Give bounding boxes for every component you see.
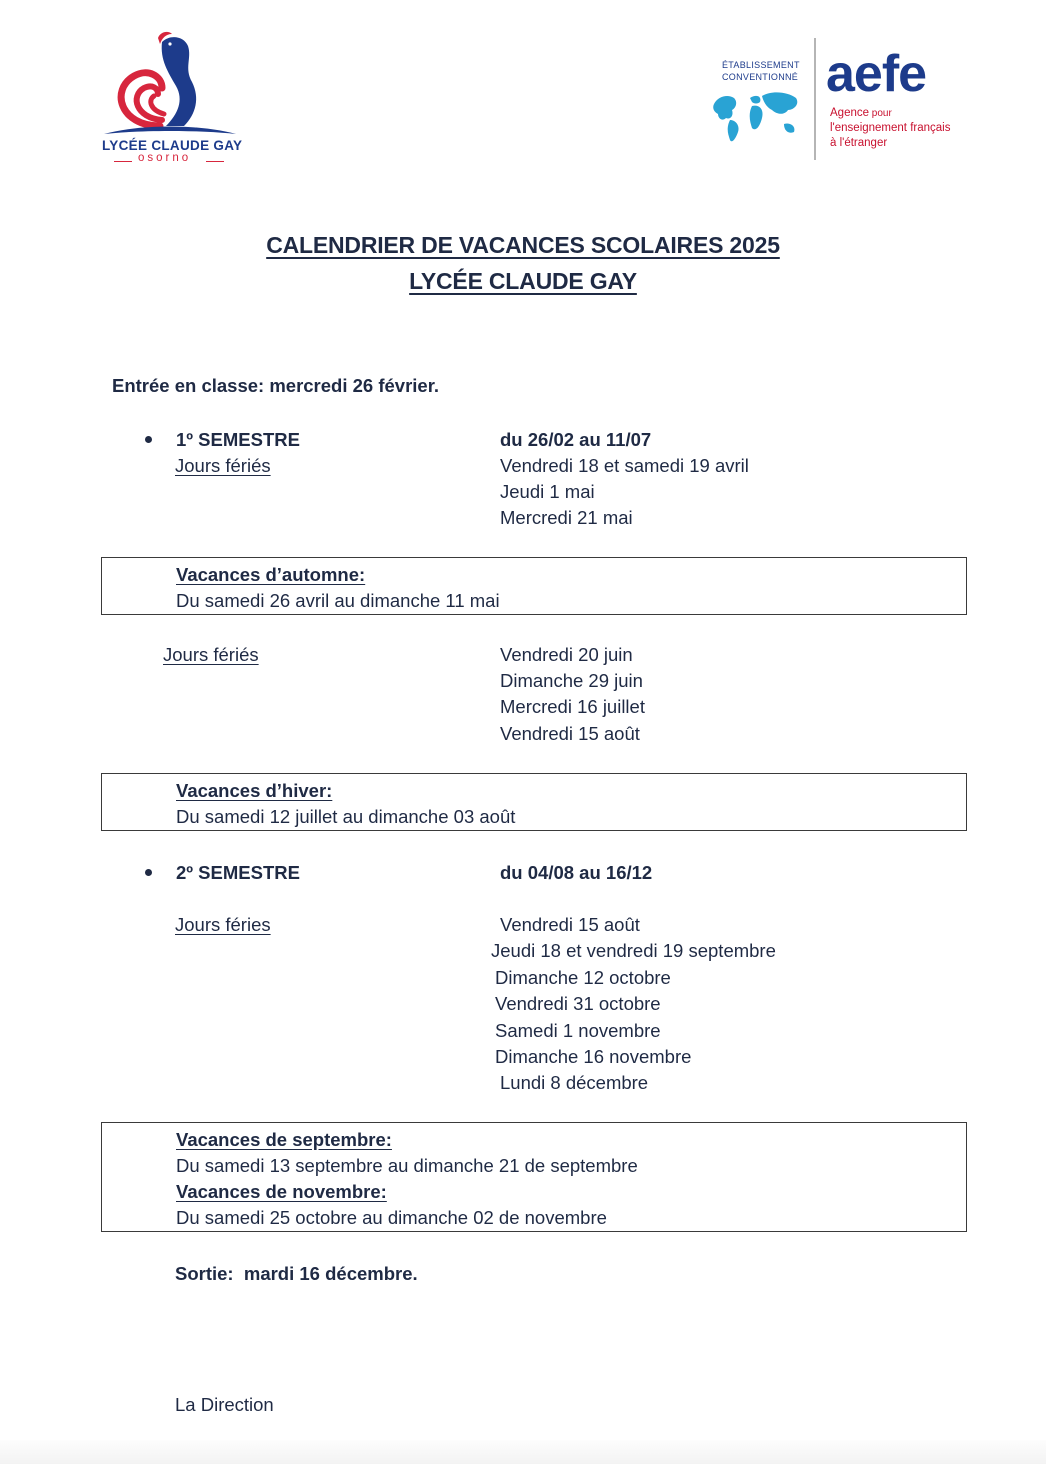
mid-holidays-list [500,642,645,747]
rooster-icon [100,30,240,140]
holiday-item: Jeudi 1 mai [500,481,595,503]
sep-nov-vacation-box [101,1122,967,1232]
aefe-status-line2: CONVENTIONNÉ [722,72,799,82]
mid-holidays-label: Jours fériés [163,644,259,665]
aefe-logo [706,36,966,166]
signature: La Direction [175,1394,274,1415]
bullet-icon [145,436,152,443]
school-logo-city-rule-right [206,161,224,162]
school-logo-city: osorno [138,152,192,164]
semester1-label: 1º SEMESTRE [176,429,300,450]
holiday-item: Dimanche 12 octobre [495,967,671,988]
holiday-item: Mercredi 16 juillet [500,696,645,718]
aefe-tagline-pour: pour [869,108,892,119]
aefe-tagline-line3: à l'étranger [830,137,888,149]
aefe-divider [814,38,816,160]
winter-vacation-box [101,773,967,831]
semester2-label: 2º SEMESTRE [176,862,300,883]
holiday-item: Samedi 1 novembre [495,1020,661,1041]
world-map-icon [710,88,802,148]
aefe-tagline-line1 [830,106,892,121]
holiday-item: Jeudi 18 et vendredi 19 septembre [491,940,776,961]
page-bottom-shade [0,1440,1046,1464]
semester2-range: du 04/08 au 16/12 [500,862,653,883]
holiday-item: Vendredi 18 et samedi 19 avril [500,455,749,476]
holiday-item: Lundi 8 décembre [500,1072,649,1093]
page-title-line1: CALENDRIER DE VACANCES SCOLAIRES 2025 [266,232,780,258]
september-vacation-dates: Du samedi 13 septembre au dimanche 21 de septembre [176,1155,638,1176]
school-logo-name: LYCÉE CLAUDE GAY [102,138,243,153]
entry-date: Entrée en classe: mercredi 26 février. [112,375,440,396]
winter-vacation-heading: Vacances d’hiver: [176,780,333,801]
autumn-vacation-box [101,557,967,615]
holiday-item: Mercredi 21 mai [500,507,633,529]
aefe-tagline-agence: Agence [830,107,870,119]
bullet-icon [145,869,152,876]
semester1-holidays-label: Jours fériés [175,455,271,476]
september-vacation-heading: Vacances de septembre: [176,1129,392,1150]
holiday-item: Vendredi 15 août [500,914,640,935]
page-title-line2: LYCÉE CLAUDE GAY [409,268,637,294]
holiday-item: Dimanche 29 juin [500,670,643,692]
semester1-range: du 26/02 au 11/07 [500,429,652,450]
holiday-item: Vendredi 31 octobre [495,993,661,1014]
autumn-vacation-dates: Du samedi 26 avril au dimanche 11 mai [176,590,500,611]
school-logo [100,30,243,170]
november-vacation-heading: Vacances de novembre: [176,1181,387,1202]
aefe-tagline-line2: l'enseignement français [830,122,951,134]
november-vacation-dates: Du samedi 25 octobre au dimanche 02 de novembre [176,1207,607,1228]
holiday-item: Vendredi 20 juin [500,644,633,665]
semester2-holidays-label: Jours féries [175,914,271,935]
aefe-status-line1: ÉTABLISSEMENT [722,60,800,70]
aefe-brand: aefe [826,45,927,103]
holiday-item: Dimanche 16 novembre [495,1046,692,1067]
exit-date: Sortie: mardi 16 décembre. [175,1263,418,1284]
autumn-vacation-heading: Vacances d’automne: [176,564,366,585]
holiday-item: Vendredi 15 août [500,722,640,744]
school-logo-city-rule-left [114,161,132,162]
winter-vacation-dates: Du samedi 12 juillet au dimanche 03 août [176,806,516,827]
semester1-holidays-list [500,453,749,532]
